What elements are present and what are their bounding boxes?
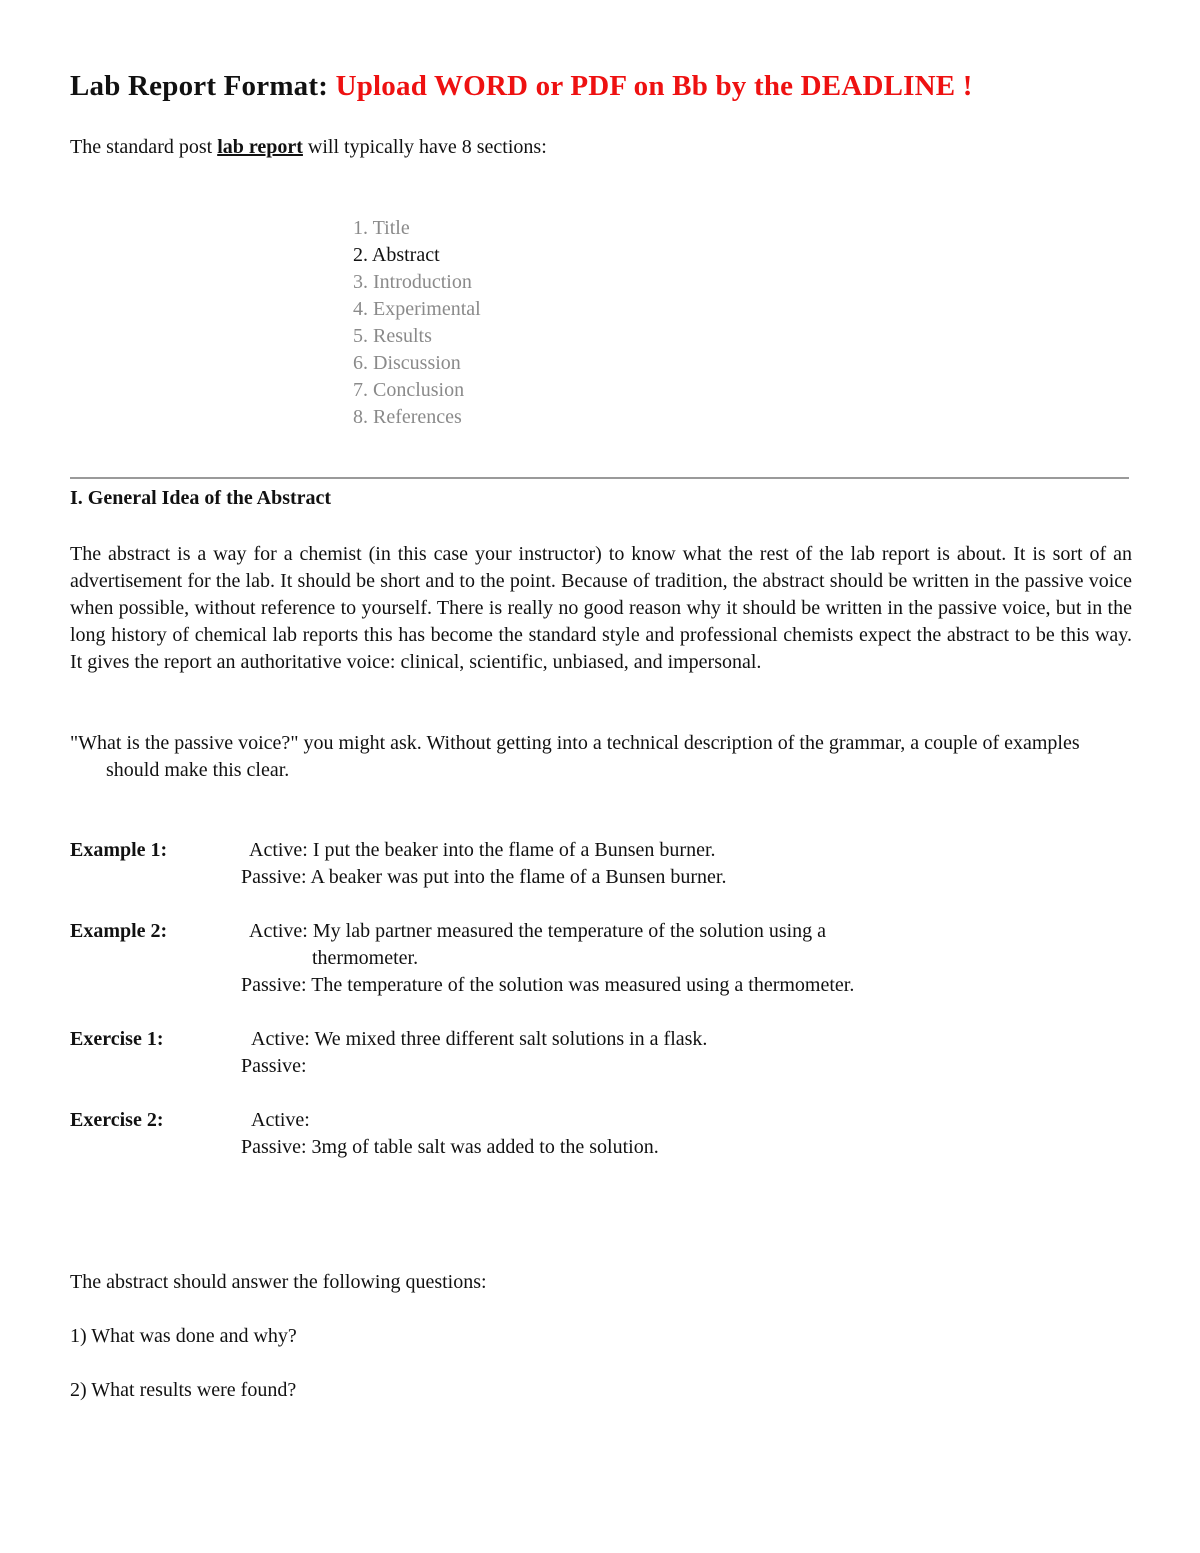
page-title [70, 70, 973, 103]
section-item: 1. Title [353, 217, 410, 239]
section-item: 5. Results [353, 325, 432, 347]
exercise-active: Active: [251, 1109, 310, 1131]
section-item: 6. Discussion [353, 352, 461, 374]
questions-intro: The abstract should answer the following questions: [70, 1271, 487, 1293]
section-item: 3. Introduction [353, 271, 472, 293]
section-item: 7. Conclusion [353, 379, 465, 401]
lab-report-link[interactable]: lab report [217, 136, 303, 158]
exercise-label: Exercise 1: [70, 1028, 164, 1050]
intro-after: will typically have 8 sections: [302, 136, 547, 158]
abstract-paragraph: The abstract is a way for a chemist (in this case your instructor) to know what the rest of the lab report is about. It is sort of an advertisement for the lab. It should be short and to the point. Because of tradition, the abstract should be written in the passive voice when possible, without reference to yourself. There is really no good reason why it should be written in the passive voice, but in the long history of chemical lab reports this has become the standard style and professional chemists expect the abstract to be this way. It gives the report an authoritative voice: clinical, scientific, unbiased, and impersonal. [70, 543, 1132, 673]
section-heading: I. General Idea of the Abstract [70, 487, 332, 509]
deadline-notice: Upload WORD or PDF on Bb by the DEADLINE ! [335, 70, 973, 102]
example-passive: Passive: The temperature of the solution was measured using a thermometer. [241, 974, 855, 996]
example-label: Example 2: [70, 920, 168, 942]
title-prefix: Lab Report Format: [70, 70, 336, 102]
example-active-continued: thermometer. [312, 947, 419, 969]
intro-before: The standard post [70, 136, 218, 158]
horizontal-divider [70, 477, 1129, 479]
example-label: Example 1: [70, 839, 168, 861]
example-passive: Passive: A beaker was put into the flame of a Bunsen burner. [241, 866, 727, 888]
example-active: Active: I put the beaker into the flame of a Bunsen burner. [249, 839, 716, 861]
passive-voice-paragraph: "What is the passive voice?" you might ask. Without getting into a technical description of the grammar, a couple of examples should make this clear. [70, 732, 1080, 781]
exercise-passive: Passive: 3mg of table salt was added to the solution. [241, 1136, 659, 1158]
question-item: 1) What was done and why? [70, 1325, 297, 1347]
example-active: Active: My lab partner measured the temperature of the solution using a [249, 920, 827, 942]
intro-line [70, 134, 547, 161]
section-list [353, 215, 481, 431]
question-item: 2) What results were found? [70, 1379, 297, 1401]
section-item: 2. Abstract [353, 244, 440, 266]
section-item: 8. References [353, 406, 462, 428]
exercise-label: Exercise 2: [70, 1109, 164, 1131]
section-item: 4. Experimental [353, 298, 481, 320]
exercise-active: Active: We mixed three different salt solutions in a flask. [251, 1028, 708, 1050]
exercise-passive: Passive: [241, 1055, 307, 1077]
